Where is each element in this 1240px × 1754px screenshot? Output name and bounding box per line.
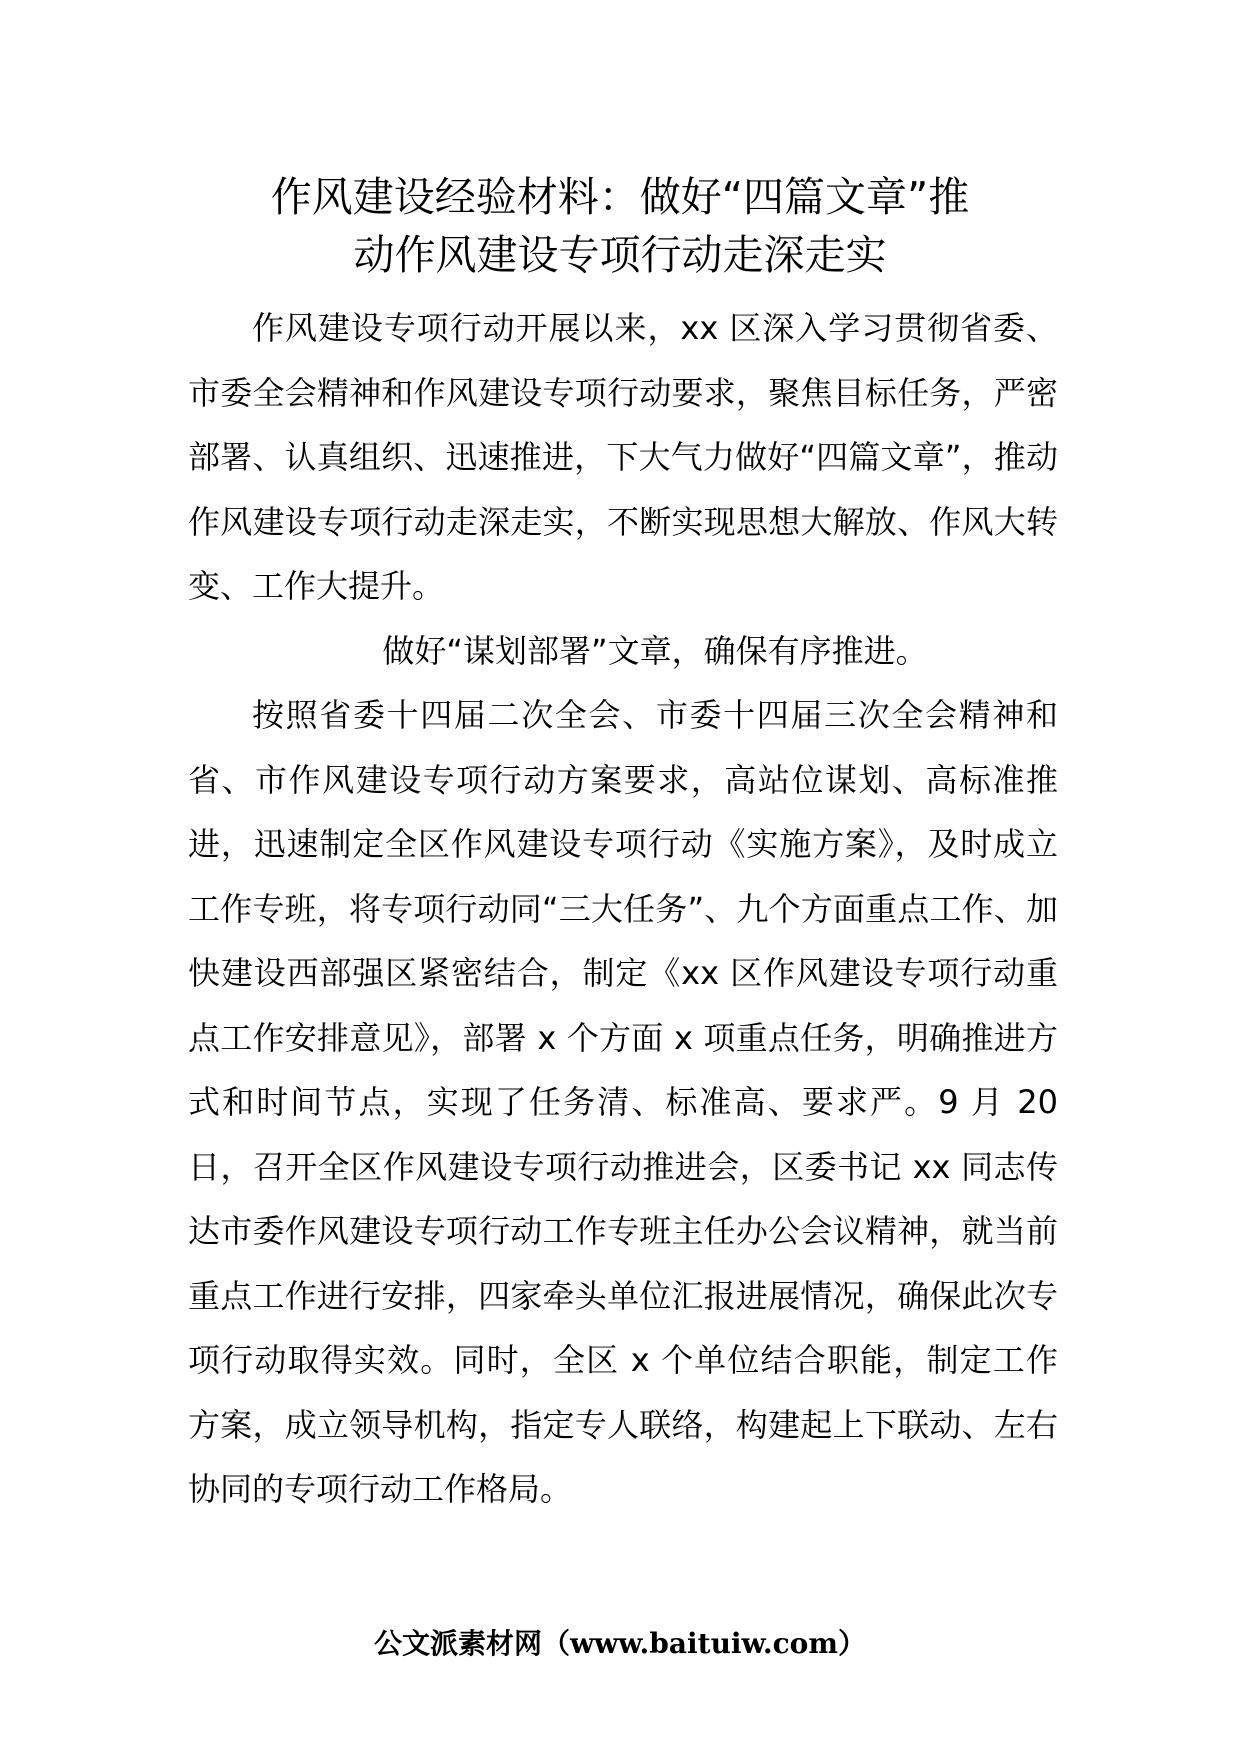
document-title	[170, 168, 1070, 284]
body-paragraph: 按照省委十四届二次全会、市委十四届三次全会精神和省、市作风建设专项行动方案要求，高站位谋划、高标准推进，迅速制定全区作风建设专项行动《实施方案》，及时成立工作专班，将专项行动同“三大任务”、九个方面重点工作、加快建设西部强区紧密结合，制定《xx 区作风建设专项行动重点工作安排意见》，部署 x 个方面 x 项重点任务，明确推进方式和时间节点，实现了任务清、标准高、要求严。9 月 20 日，召开全区作风建设专项行动推进会，区委书记 xx 同志传达市委作风建设专项行动工作专班主任办公会议精神，就当前重点工作进行安排，四家牵头单位汇报进展情况，确保此次专项行动取得实效。同时，全区 x 个单位结合职能，制定工作方案，成立领导机构，指定专人联络，构建起上下联动、左右协同的专项行动工作格局。	[188, 696, 1058, 1508]
document-body	[188, 296, 1058, 1522]
footer-watermark: 公文派素材网（www.baituiw.com）	[374, 1627, 866, 1660]
title-line-2: 动作风建设专项行动走深走实	[353, 231, 887, 279]
intro-paragraph: 作风建设专项行动开展以来，xx 区深入学习贯彻省委、市委全会精神和作风建设专项行动要求，聚焦目标任务，严密部署、认真组织、迅速推进，下大气力做好“四篇文章”，推动作风建设专项行动走深走实，不断实现思想大解放、作风大转变、工作大提升。	[188, 309, 1058, 605]
section-heading: 做好“谋划部署”文章，确保有序推进。	[382, 631, 928, 670]
title-line-1: 作风建设经验材料：做好“四篇文章”推	[270, 173, 970, 221]
